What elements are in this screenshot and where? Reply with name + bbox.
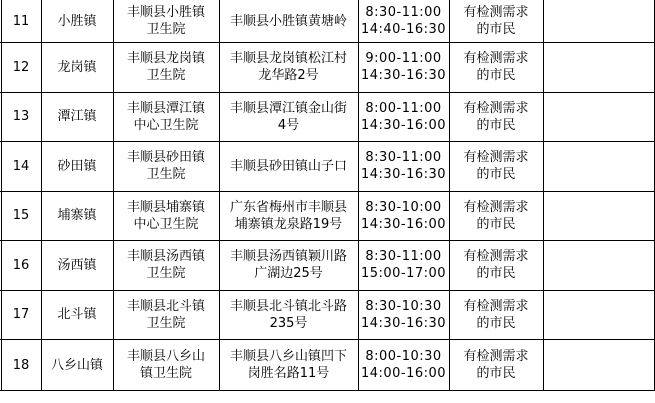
target-group-cell: 有检测需求 的市民 bbox=[449, 191, 543, 241]
row-number-cell: 15 bbox=[1, 191, 41, 241]
row-number-cell: 11 bbox=[1, 0, 41, 43]
hours-cell: 8:30-11:00 15:00-17:00 bbox=[358, 241, 449, 291]
target-group-cell: 有检测需求 的市民 bbox=[449, 142, 543, 192]
town-cell: 埔寨镇 bbox=[41, 191, 113, 241]
table-row bbox=[0, 92, 654, 142]
hours-cell: 8:30-11:00 14:40-16:30 bbox=[358, 0, 449, 43]
row-number-cell: 12 bbox=[1, 43, 41, 93]
address-cell: 丰顺县汤西镇颖川路 广湖边25号 bbox=[219, 241, 358, 291]
address-cell: 广东省梅州市丰顺县 埔寨镇龙泉路19号 bbox=[219, 191, 358, 241]
note-cell bbox=[543, 290, 654, 340]
table-row bbox=[0, 290, 654, 340]
target-group-cell: 有检测需求 的市民 bbox=[449, 340, 543, 391]
town-cell: 八乡山镇 bbox=[41, 340, 113, 391]
address-cell: 丰顺县潭江镇金山街 4号 bbox=[219, 92, 358, 142]
town-cell: 汤西镇 bbox=[41, 241, 113, 291]
testing-site-cell: 丰顺县小胜镇 卫生院 bbox=[113, 0, 219, 43]
target-group-cell: 有检测需求 的市民 bbox=[449, 241, 543, 291]
hours-cell: 8:30-10:30 14:30-16:30 bbox=[358, 290, 449, 340]
address-cell: 丰顺县小胜镇黄塘岭 bbox=[219, 0, 358, 43]
testing-site-cell: 丰顺县埔寨镇 中心卫生院 bbox=[113, 191, 219, 241]
table-row bbox=[0, 241, 654, 291]
hours-cell: 8:30-10:00 14:30-16:00 bbox=[358, 191, 449, 241]
hours-cell: 8:00-11:00 14:30-16:00 bbox=[358, 92, 449, 142]
row-number-cell: 18 bbox=[1, 340, 41, 391]
note-cell bbox=[543, 43, 654, 93]
testing-site-cell: 丰顺县龙岗镇 卫生院 bbox=[113, 43, 219, 93]
testing-site-cell: 丰顺县八乡山 镇卫生院 bbox=[113, 340, 219, 391]
table-row bbox=[0, 0, 654, 43]
table-row bbox=[0, 191, 654, 241]
note-cell bbox=[543, 142, 654, 192]
testing-site-cell: 丰顺县潭江镇 中心卫生院 bbox=[113, 92, 219, 142]
address-cell: 丰顺县砂田镇山子口 bbox=[219, 142, 358, 192]
address-cell: 丰顺县八乡山镇凹下 岗胜名路11号 bbox=[219, 340, 358, 391]
target-group-cell: 有检测需求 的市民 bbox=[449, 0, 543, 43]
hours-cell: 9:00-11:00 14:30-16:30 bbox=[358, 43, 449, 93]
address-cell: 丰顺县北斗镇北斗路 235号 bbox=[219, 290, 358, 340]
hours-cell: 8:30-11:00 14:30-16:30 bbox=[358, 142, 449, 192]
table-row bbox=[0, 142, 654, 192]
row-number-cell: 17 bbox=[1, 290, 41, 340]
testing-site-cell: 丰顺县砂田镇 卫生院 bbox=[113, 142, 219, 192]
testing-site-cell: 丰顺县汤西镇 卫生院 bbox=[113, 241, 219, 291]
row-number-cell: 14 bbox=[1, 142, 41, 192]
target-group-cell: 有检测需求 的市民 bbox=[449, 290, 543, 340]
town-cell: 小胜镇 bbox=[41, 0, 113, 43]
hours-cell: 8:00-10:30 14:00-16:00 bbox=[358, 340, 449, 391]
table-row bbox=[0, 43, 654, 93]
row-number-cell: 13 bbox=[1, 92, 41, 142]
note-cell bbox=[543, 241, 654, 291]
note-cell bbox=[543, 92, 654, 142]
town-cell: 龙岗镇 bbox=[41, 43, 113, 93]
town-cell: 潭江镇 bbox=[41, 92, 113, 142]
town-cell: 北斗镇 bbox=[41, 290, 113, 340]
table-row bbox=[0, 340, 654, 391]
note-cell bbox=[543, 0, 654, 43]
target-group-cell: 有检测需求 的市民 bbox=[449, 43, 543, 93]
address-cell: 丰顺县龙岗镇松江村 龙华路2号 bbox=[219, 43, 358, 93]
note-cell bbox=[543, 340, 654, 391]
note-cell bbox=[543, 191, 654, 241]
row-number-cell: 16 bbox=[1, 241, 41, 291]
testing-site-cell: 丰顺县北斗镇 卫生院 bbox=[113, 290, 219, 340]
target-group-cell: 有检测需求 的市民 bbox=[449, 92, 543, 142]
town-cell: 砂田镇 bbox=[41, 142, 113, 192]
